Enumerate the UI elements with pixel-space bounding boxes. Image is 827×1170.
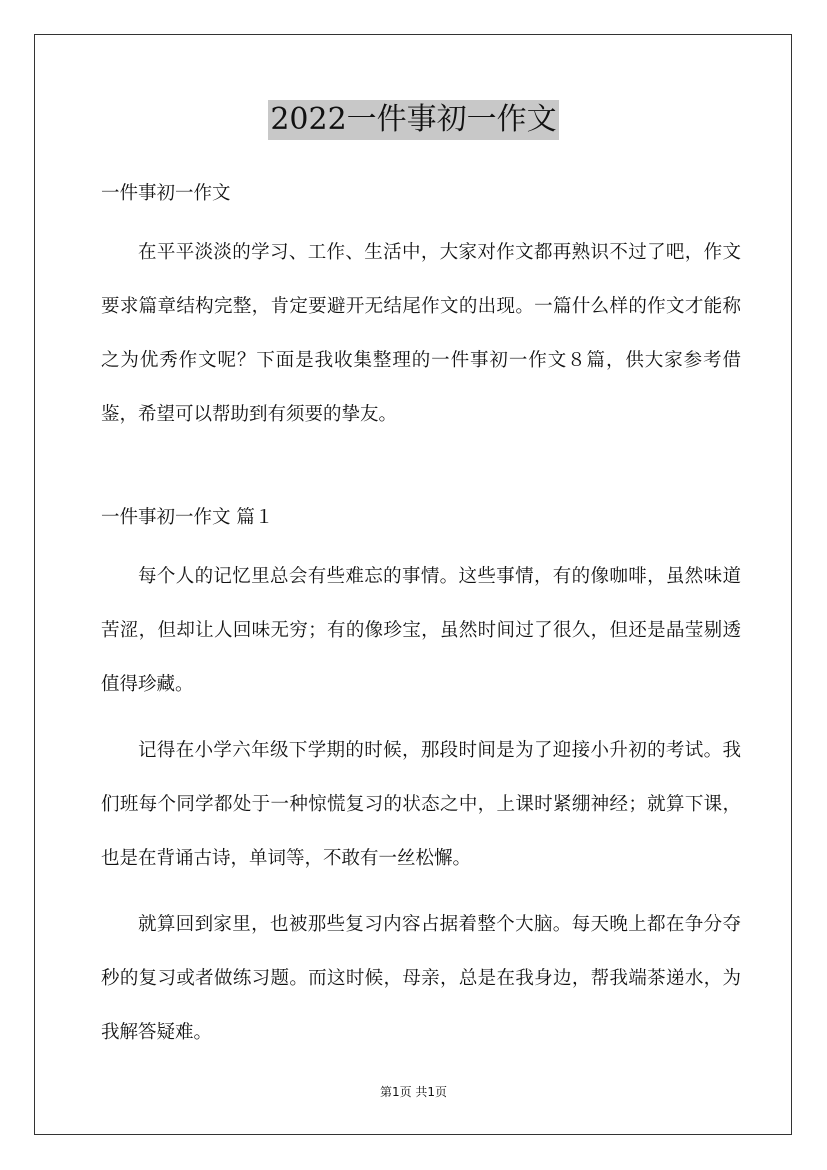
body-paragraph-3: 就算回到家里，也被那些复习内容占据着整个大脑。每天晚上都在争分夺秒的复习或者做练习题。而这时候，母亲，总是在我身边，帮我端茶递水，为我解答疑难。	[101, 914, 741, 1043]
body-paragraph-2: 记得在小学六年级下学期的时候，那段时间是为了迎接小升初的考试。我们班每个同学都处于一种惊慌复习的状态之中，上课时紧绷神经；就算下课，也是在背诵古诗，单词等，不敢有一丝松懈。	[101, 740, 741, 869]
document-title: 2022一件事初一作文	[268, 100, 558, 140]
body-paragraph-1: 每个人的记忆里总会有些难忘的事情。这些事情，有的像咖啡，虽然味道苦涩，但却让人回味无穷；有的像珍宝，虽然时间过了很久，但还是晶莹剔透值得珍藏。	[101, 566, 741, 695]
document-body	[101, 174, 741, 1060]
intro-paragraph: 在平平淡淡的学习、工作、生活中，大家对作文都再熟识不过了吧，作文要求篇章结构完整，肯定要避开无结尾作文的出现。一篇什么样的作文才能称之为优秀作文呢？下面是我收集整理的一件事初一作文８篇，供大家参考借鉴，希望可以帮助到有须要的挚友。	[101, 242, 741, 425]
page-footer: 第1页 共1页	[379, 1085, 448, 1099]
title-container	[0, 100, 827, 140]
intro-heading: 一件事初一作文	[101, 183, 231, 204]
section-heading: 一件事初一作文 篇１	[101, 507, 274, 528]
